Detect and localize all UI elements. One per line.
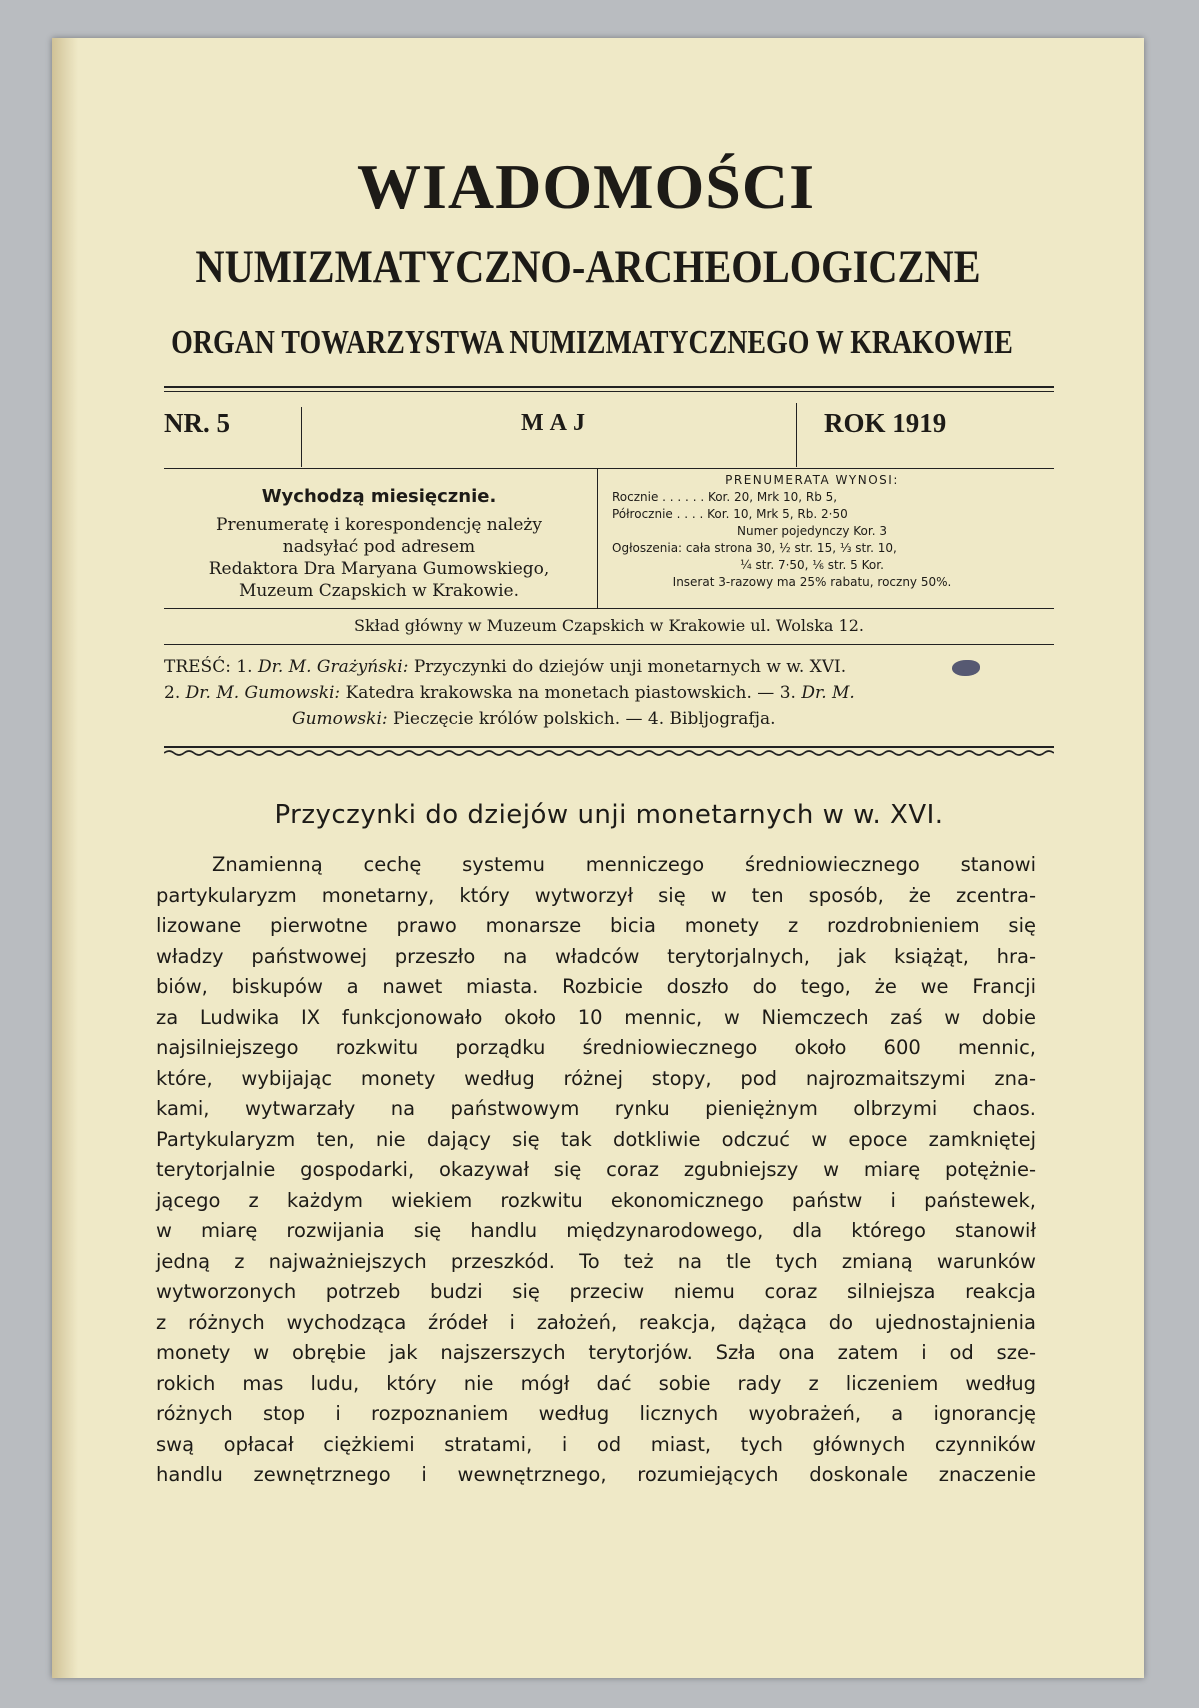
issue-month: MAJ	[521, 410, 591, 436]
issue-number: NR. 5	[164, 408, 230, 438]
info-rule-bottom	[164, 608, 1054, 609]
toc-author-3b: Gumowski:	[292, 709, 388, 729]
info-line-2: nadsyłać pod adresem	[282, 537, 476, 557]
toc-author-1: Dr. M. Grażyński:	[257, 657, 409, 677]
toc-line-2	[164, 680, 1054, 706]
frequency-text: Wychodzą miesięcznie.	[261, 486, 497, 507]
body-line-21: handlu zewnętrznego i wewnętrznego, rozumiejących doskonale znaczenie	[156, 1463, 1036, 1486]
body-line-11: terytorjalnie gospodarki, okazywał się coraz zgubniejszy w miarę potężnie-	[156, 1158, 1036, 1181]
distribution-rule	[164, 644, 1054, 645]
body-line-7: najsilniejszego rozkwitu porządku średniowiecznego około 600 mennic,	[156, 1036, 1036, 1059]
toc-title-3: Pieczęcie królów polskich. — 4. Bibljografja.	[387, 709, 776, 729]
issue-rule-bottom	[164, 468, 1054, 469]
body-line-10: Partykularyzm ten, nie dający się tak dotkliwie odczuć w epoce zamkniętej	[156, 1127, 1036, 1151]
subscription-yearly: Rocznie . . . . . . Kor. 20, Mrk 10, Rb 5,	[612, 490, 838, 504]
body-line-16: z różnych wychodząca źródeł i założeń, reakcja, dążąca do ujednostajnienia	[156, 1310, 1036, 1334]
magazine-page	[52, 38, 1144, 1678]
publication-info	[164, 486, 594, 602]
toc-author-3a: Dr. M.	[801, 683, 855, 703]
distribution-line: Skład główny w Muzeum Czapskich w Krakowie ul. Wolska 12.	[354, 616, 864, 635]
header-rule-top-thin	[164, 391, 1054, 392]
body-line-2: partykularyzm monetarny, który wytworzył się w ten sposób, że zcentra-	[156, 883, 1036, 907]
issue-row	[164, 393, 1054, 453]
toc-num-2: 2.	[164, 683, 186, 703]
body-line-19: różnych stop i rozpoznaniem według licznych wyobrażeń, a ignorancję	[156, 1402, 1036, 1425]
header-rule-top	[164, 386, 1054, 388]
info-divider	[597, 468, 598, 608]
masthead-subtitle: NUMIZMATYCZNO-ARCHEOLOGICZNE	[195, 241, 981, 293]
issue-year: ROK 1919	[824, 408, 947, 438]
article-title: Przyczynki do dziejów unji monetarnych w w. XVI.	[274, 800, 944, 830]
info-line-3: Redaktora Dra Maryana Gumowskiego,	[208, 559, 550, 579]
body-line-17: monety w obrębie jak najszerszych terytorjów. Szła ona zatem i od sze-	[156, 1341, 1036, 1364]
wavy-rule	[164, 744, 1054, 756]
table-of-contents	[164, 654, 1054, 732]
body-line-4: władzy państwowej przeszło na władców terytorjalnych, jak książąt, hra-	[156, 944, 1036, 968]
toc-num-1: 1.	[236, 657, 258, 677]
issue-divider-2	[796, 403, 797, 467]
ads-line-3: Inserat 3-razowy ma 25% rabatu, roczny 50%.	[672, 575, 952, 589]
info-line-1: Prenumeratę i korespondencję należy	[216, 515, 542, 535]
issue-divider-1	[301, 407, 302, 467]
body-line-13: w miarę rozwijania się handlu międzynarodowego, dla którego stanowił	[156, 1219, 1036, 1242]
ads-line-1: Ogłoszenia: cała strona 30, ½ str. 15, ⅓ str. 10,	[612, 541, 897, 555]
body-line-14: jedną z najważniejszych przeszkód. To też na tle tych zmianą warunków	[156, 1249, 1036, 1273]
body-line-18: rokich mas ludu, który nie mógł dać sobie rady z liczeniem według	[156, 1371, 1036, 1395]
masthead-title: WIADOMOŚCI	[356, 151, 816, 222]
toc-label: TREŚĆ:	[164, 657, 231, 677]
toc-line-1	[164, 654, 1054, 680]
body-line-20: swą opłacał ciężkiemi stratami, i od miast, tych głównych czynników	[156, 1432, 1036, 1456]
body-line-1: Znamienną cechę systemu menniczego średniowiecznego stanowi	[212, 853, 1036, 876]
body-line-5: biów, biskupów a nawet miasta. Rozbicie doszło do tego, że we Francji	[156, 975, 1036, 998]
info-line-4: Muzeum Czapskich w Krakowie.	[238, 581, 520, 601]
toc-author-2: Dr. M. Gumowski:	[185, 683, 341, 703]
ink-blot	[952, 660, 980, 676]
toc-title-2: Katedra krakowska na monetach piastowskich. — 3.	[340, 683, 802, 703]
body-line-9: kami, wytwarzały na państwowym rynku pieniężnym olbrzymi chaos.	[156, 1097, 1036, 1120]
ads-line-2: ¼ str. 7·50, ⅙ str. 5 Kor.	[740, 558, 884, 572]
body-line-8: które, wybijając monety według różnej stopy, pod najrozmaitszymi zna-	[156, 1066, 1036, 1090]
subscription-box	[612, 472, 1012, 591]
article-body	[156, 850, 1036, 1491]
subscription-half-yearly: Półrocznie . . . . Kor. 10, Mrk 5, Rb. 2·50	[612, 507, 848, 521]
toc-title-1: Przyczynki do dziejów unji monetarnych w w. XVI.	[408, 657, 847, 677]
subscription-single: Numer pojedynczy Kor. 3	[737, 524, 887, 538]
body-line-6: za Ludwika IX funkcjonowało około 10 mennic, w Niemczech zaś w dobie	[156, 1005, 1036, 1029]
body-line-12: jącego z każdym wiekiem rozkwitu ekonomicznego państw i państewek,	[156, 1188, 1036, 1212]
body-line-15: wytworzonych potrzeb budzi się przeciw niemu coraz silniejsza reakcja	[156, 1280, 1036, 1303]
toc-line-3	[164, 706, 1054, 732]
body-line-3: lizowane pierwotne prawo monarsze bicia monety z rozdrobnieniem się	[156, 914, 1036, 937]
subscription-heading: PRENUMERATA WYNOSI:	[725, 473, 899, 487]
masthead-organ: ORGAN TOWARZYSTWA NUMIZMATYCZNEGO W KRAKOWIE	[171, 324, 1013, 361]
